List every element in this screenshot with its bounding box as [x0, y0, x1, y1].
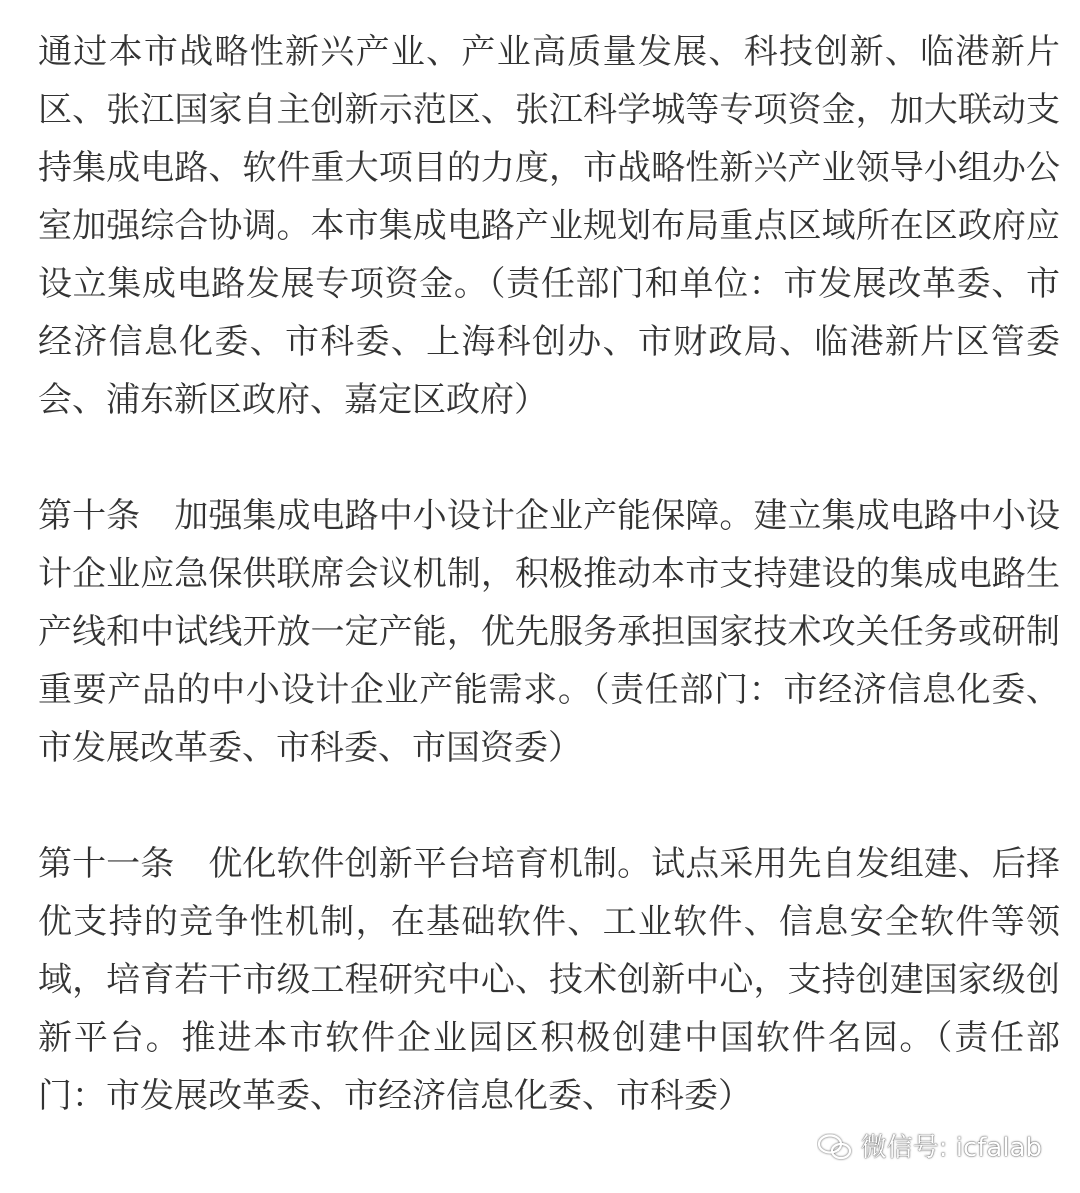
paragraph-funding: 通过本市战略性新兴产业、产业高质量发展、科技创新、临港新片区、张江国家自主创新示范区、张江科学城等专项资金，加大联动支持集成电路、软件重大项目的力度，市战略性新兴产业领导小组办公室加强综合协调。本市集成电路产业规划布局重点区域所在区政府应设立集成电路发展专项资金。（责任部门和单位：市发展改革委、市经济信息化委、市科委、上海科创办、市财政局、临港新片区管委会、浦东新区政府、嘉定区政府） — [38, 32, 1060, 420]
wechat-watermark — [817, 1133, 1042, 1163]
article-body — [20, 23, 1060, 1125]
paragraph-article-10: 第十条 加强集成电路中小设计企业产能保障。建立集成电路中小设计企业应急保供联席会议机制，积极推动本市支持建设的集成电路生产线和中试线开放一定产能，优先服务承担国家技术攻关任务或研制重要产品的中小设计企业产能需求。（责任部门：市经济信息化委、市发展改革委、市科委、市国资委） — [38, 496, 1060, 768]
paragraph-article-11: 第十一条 优化软件创新平台培育机制。试点采用先自发组建、后择优支持的竞争性机制，在基础软件、工业软件、信息安全软件等领域，培育若干市级工程研究中心、技术创新中心，支持创建国家级创新平台。推进本市软件企业园区积极创建中国软件名园。（责任部门：市发展改革委、市经济信息化委、市科委） — [38, 844, 1060, 1116]
wechat-icon — [817, 1133, 853, 1163]
watermark-text: 微信号: icfalab — [860, 1133, 1042, 1163]
